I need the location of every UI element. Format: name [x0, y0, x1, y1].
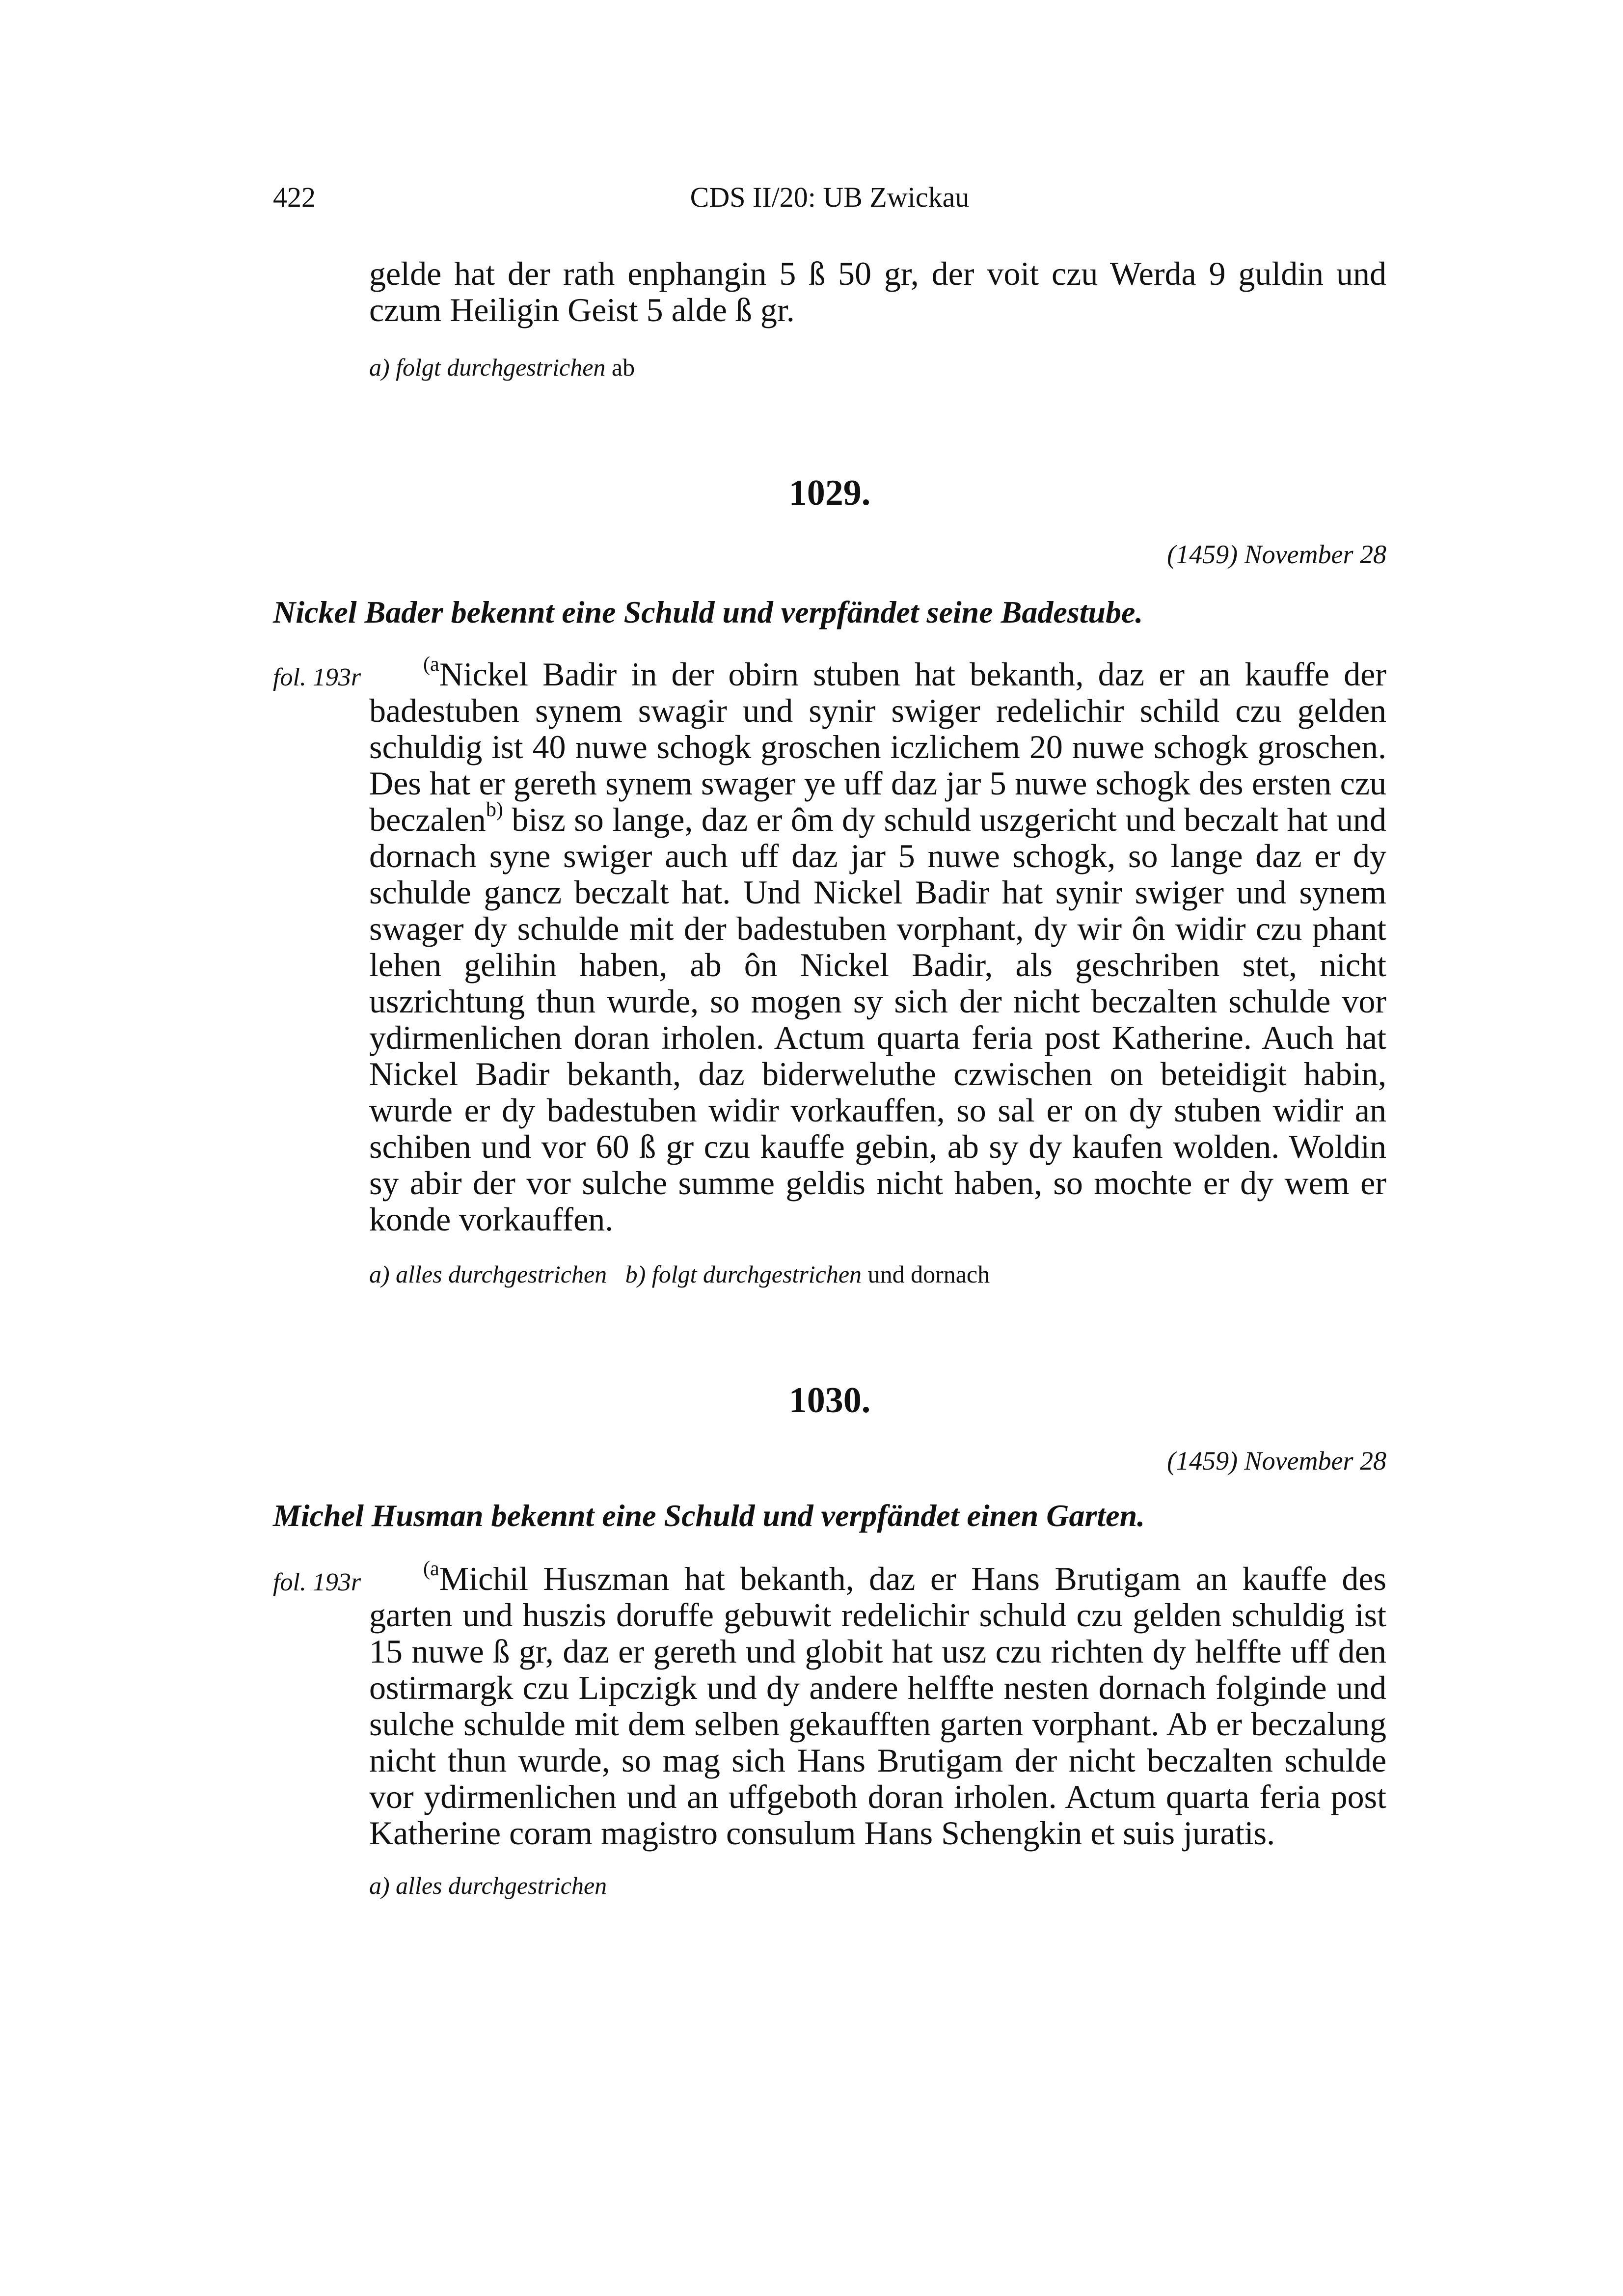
running-header: [273, 181, 1386, 215]
footnote-b-text: und dornach: [867, 1260, 990, 1288]
entry-number-1030: 1030.: [788, 1380, 871, 1421]
continuation-text: gelde hat der rath enphangin 5 ß 50 gr, der voit czu Werda 9 guldin und czum Heiligin Geist 5 alde ß gr.: [369, 255, 1386, 328]
folio-marker-1030: fol. 193r: [273, 1568, 361, 1596]
annotation-marker-a: (a: [423, 653, 439, 676]
page-number: 422: [273, 181, 316, 213]
continuation-paragraph: [369, 255, 1386, 328]
entry-number-1029: 1029.: [788, 473, 871, 513]
entry-text-part2: bisz so lange, daz er ôm dy schuld uszgericht und beczalt hat und dornach syne swiger auch uff daz jar 5 nuwe schogk, so lange daz er dy schulde gancz beczalt hat. Und Nickel Badir hat synir swiger und synem swager dy schulde mit der badestuben vorphant, dy wir ôn widir czu phant lehen gelihin haben, ab ôn Nickel Badir, als geschriben stet, nicht uszrichtung thun wurde, so mogen sy sich der nicht beczalten schulde vor ydirmenlichen doran irholen. Actum quarta feria post Katherine. Auch hat Nickel Badir bekanth, daz biderweluthe czwischen on beteidigit habin, wurde er dy badestuben widir vorkauffen, so sal er on dy stuben widir an schiben und vor 60 ß gr czu kauffe gebin, ab sy dy kaufen wolden. Woldin sy abir der vor sulche summe geldis nicht haben, so mochte er dy wem er konde vorkauffen.: [369, 801, 1386, 1238]
entry-text: Michil Huszman hat bekanth, daz er Hans Brutigam an kauffe des garten und huszis doruffe gebuwit redelichir schuld czu gelden schuldig ist 15 nuwe ß gr, daz er gereth und globit hat usz czu richten dy helffte uff den ostirmargk czu Lipczigk und dy andere helffte nesten dornach folginde und sulche schulde mit dem selben gekaufften garten vorphant. Ab er beczalung nicht thun wurde, so mag sich Hans Brutigam der nicht beczalten schulde vor ydirmenlichen und an uffgeboth doran irholen. Actum quarta feria post Katherine coram magistro consulum Hans Schengkin et suis juratis.: [369, 1560, 1386, 1852]
footnote-text: ab: [611, 354, 635, 381]
footnote-a: a) alles durchgestrichen: [369, 1260, 607, 1288]
entry-body-1030: [369, 1557, 1386, 1852]
entry-body-1029: [369, 653, 1386, 1238]
entry-heading-1030: Michel Husman bekennt eine Schuld und verpfändet einen Garten.: [273, 1498, 1145, 1533]
folio-marker-1029: fol. 193r: [273, 663, 361, 691]
entry-text-part1: Nickel Badir in der obirn stuben hat bekanth, daz er an kauffe der badestuben synem swagir und synir swiger redelichir schild czu gelden schuldig ist 40 nuwe schogk groschen iczlichem 20 nuwe schogk groschen. Des hat er gereth synem swager ye uff daz jar 5 nuwe schogk des ersten czu beczalen: [369, 656, 1386, 838]
entry-date-1030: (1459) November 28: [1167, 1446, 1386, 1476]
entry-heading-1029: Nickel Bader bekennt eine Schuld und verpfändet seine Badestube.: [273, 595, 1143, 629]
annotation-marker-a: (a: [423, 1557, 439, 1581]
annotation-marker-b: b): [486, 798, 503, 821]
entry-footnotes-1029: [369, 1259, 1386, 1289]
running-title: CDS II/20: UB Zwickau: [690, 181, 970, 213]
footnote-a: a) alles durchgestrichen: [369, 1872, 607, 1899]
entry-date-1029: (1459) November 28: [1167, 540, 1386, 569]
footnote-label: a) folgt durchgestrichen: [369, 354, 606, 381]
entry-footnotes-1030: [369, 1871, 1386, 1900]
continuation-footnote: [369, 353, 1386, 382]
footnote-b-label: b) folgt durchgestrichen: [625, 1260, 862, 1288]
